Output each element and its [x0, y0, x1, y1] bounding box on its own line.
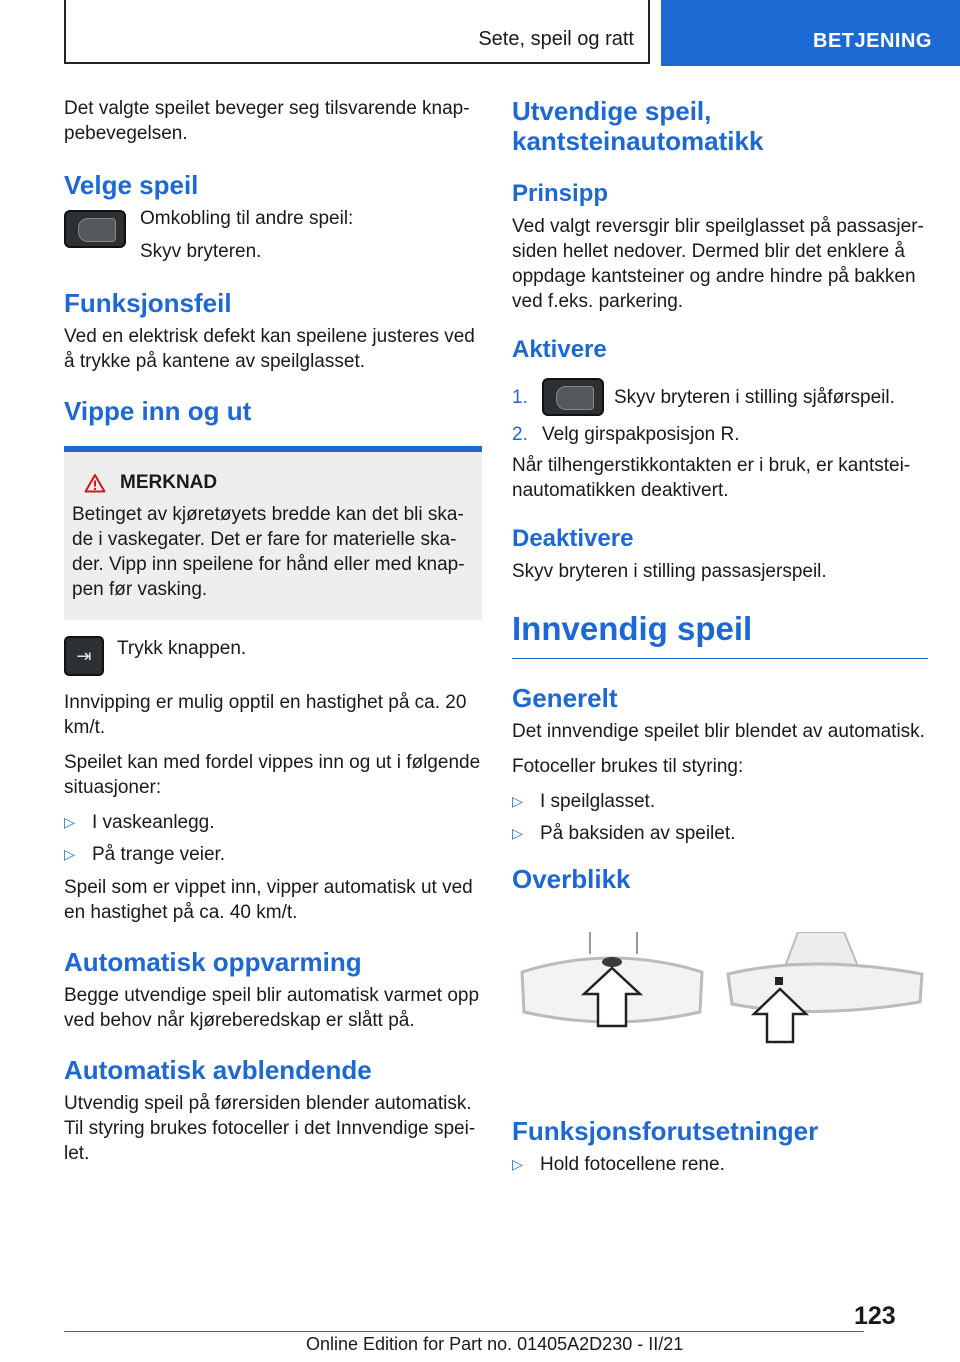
heading-funksjonsfeil: Funksjonsfeil — [64, 288, 232, 318]
vippe-bullets — [64, 810, 482, 867]
velge-speil-line2: Skyv bryteren. — [140, 241, 262, 262]
page-header — [0, 0, 960, 66]
bullet-triangle-icon: ▷ — [64, 846, 75, 862]
heading-avblendende: Automatisk avblendende — [64, 1055, 372, 1085]
velge-speil-row — [64, 206, 482, 264]
fold-button-row — [64, 636, 482, 676]
list-item: ▷ Hold fotocellene rene. — [512, 1154, 725, 1175]
prinsipp-text: Ved valgt reversgir blir speilglasset på passasjersiden hellet nedover. Dermed blir det enklere å oppdage kantsteiner og andre hindre på bakken ved f.eks. parkering. — [512, 216, 924, 312]
notice-box — [64, 446, 482, 620]
fotoceller-bullets — [512, 789, 928, 846]
oppvarming-text: Begge utvendige speil blir automatisk varmet opp ved behov når kjøreberedskap er slått på. — [64, 985, 480, 1031]
avblendende-text: Utvendig speil på førersiden blender automatisk. Til styring brukes fotoceller i det Innvendige speilet. — [64, 1093, 476, 1164]
notice-text: Betinget av kjøretøyets bredde kan det bli skade i vaskegater. Det er fare for materielle skader. Vipp inn speilene for hånd eller med knappen før vasking. — [72, 504, 465, 600]
fotoceller-text: Fotoceller brukes til styring: — [512, 756, 744, 777]
heading-deaktivere: Deaktivere — [512, 525, 634, 552]
heading-overblikk: Overblikk — [512, 864, 631, 894]
bullet-triangle-icon: ▷ — [512, 825, 523, 841]
step-2: 2. Velg girspakposisjon R. — [512, 424, 740, 445]
heading-prinsipp: Prinsipp — [512, 180, 609, 207]
list-item: ▷ På baksiden av speilet. — [512, 823, 736, 844]
notice-title-text: MERKNAD — [120, 472, 218, 493]
heading-kantstein: Utvendige speil, kantsteinautomatikk — [512, 96, 764, 156]
chapter-tab-label: BETJENING — [813, 30, 932, 52]
intro-text: Det valgte speilet beveger seg tilsvarende knappebevegelsen. — [64, 98, 470, 144]
left-column — [64, 96, 482, 1176]
bullet-triangle-icon: ▷ — [512, 793, 523, 809]
heading-oppvarming: Automatisk oppvarming — [64, 947, 362, 977]
warning-icon — [84, 473, 106, 493]
footer-edition-text: Online Edition for Part no. 01405A2D230 - II/21 — [306, 1334, 684, 1354]
bullet-triangle-icon: ▷ — [64, 814, 75, 830]
footer-divider — [64, 1331, 864, 1332]
forutsetninger-bullets — [512, 1152, 928, 1177]
list-item: ▷ I vaskeanlegg. — [64, 812, 215, 833]
step-1: 1. Skyv bryteren i stilling sjåførspeil. — [512, 378, 928, 416]
list-item: ▷ På trange veier. — [64, 844, 226, 865]
vippe-p3: Speil som er vippet inn, vipper automatisk ut ved en hastighet på ca. 40 km/t. — [64, 877, 473, 923]
bullet-triangle-icon: ▷ — [512, 1156, 523, 1172]
right-column — [512, 96, 928, 1185]
aktivere-note: Når tilhengerstikkontakten er i bruk, er kantsteinautomatikken deaktivert. — [512, 455, 911, 501]
header-section-box — [64, 0, 650, 64]
heading-innvendig-speil: Innvendig speil — [512, 610, 928, 659]
section-title: Sete, speil og ratt — [478, 28, 634, 50]
heading-velge-speil: Velge speil — [64, 170, 199, 200]
funksjonsfeil-text: Ved en elektrisk defekt kan speilene justeres ved å trykke på kantene av speilglasset. — [64, 326, 475, 372]
fold-button-text: Trykk knappen. — [117, 638, 247, 659]
mirror-selector-switch-icon — [64, 210, 126, 248]
aktivere-steps — [512, 378, 928, 447]
vippe-p1: Innvipping er mulig opptil en hastighet på ca. 20 km/t. — [64, 692, 467, 738]
heading-funksjonsforutsetninger: Funksjonsforutsetninger — [512, 1116, 819, 1146]
heading-generelt: Generelt — [512, 683, 618, 713]
generelt-text: Det innvendige speilet blir blendet av automatisk. — [512, 721, 925, 742]
mirror-selector-switch-icon — [542, 378, 604, 416]
heading-aktivere: Aktivere — [512, 336, 607, 363]
page-number: 123 — [854, 1302, 896, 1330]
deaktivere-text: Skyv bryteren i stilling passasjerspeil. — [512, 561, 827, 582]
vippe-p2: Speilet kan med fordel vippes inn og ut i følgende situasjoner: — [64, 752, 481, 798]
notice-title — [72, 472, 474, 494]
heading-vippe: Vippe inn og ut — [64, 396, 252, 426]
chapter-tab[interactable] — [661, 0, 960, 66]
rearview-mirror-illustration — [512, 932, 928, 1082]
fold-mirror-button-icon: ⇥ — [64, 636, 104, 676]
list-item: ▷ I speilglasset. — [512, 791, 656, 812]
velge-speil-line1: Omkobling til andre speil: — [140, 208, 354, 229]
